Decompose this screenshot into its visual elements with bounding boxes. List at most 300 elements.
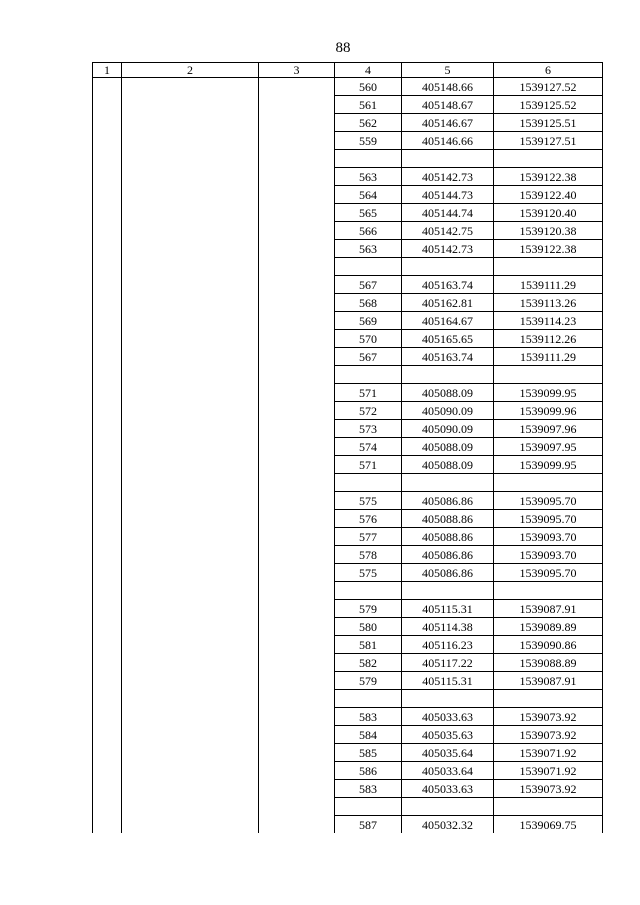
y-coordinate-cell: 1539125.51 [494, 114, 603, 132]
empty-cell [93, 114, 122, 132]
y-coordinate-cell: 1539095.70 [494, 510, 603, 528]
empty-cell [122, 150, 259, 168]
x-coordinate-cell: 405114.38 [402, 618, 494, 636]
empty-cell [93, 312, 122, 330]
empty-cell [259, 528, 335, 546]
empty-cell [122, 222, 259, 240]
header-row [93, 63, 603, 78]
y-coordinate-cell: 1539087.91 [494, 600, 603, 618]
empty-cell [93, 762, 122, 780]
empty-cell [122, 600, 259, 618]
table-row [93, 474, 603, 492]
empty-cell [93, 564, 122, 582]
x-coordinate-cell: 405142.73 [402, 168, 494, 186]
point-number-cell: 563 [335, 168, 402, 186]
empty-cell [93, 240, 122, 258]
empty-cell [259, 438, 335, 456]
empty-cell [93, 816, 122, 834]
point-number-cell: 577 [335, 528, 402, 546]
x-coordinate-cell: 405035.64 [402, 744, 494, 762]
empty-cell [259, 492, 335, 510]
point-number-cell: 567 [335, 348, 402, 366]
empty-cell [93, 168, 122, 186]
table-row [93, 150, 603, 168]
x-coordinate-cell: 405088.09 [402, 438, 494, 456]
empty-cell [122, 492, 259, 510]
empty-cell [122, 780, 259, 798]
y-coordinate-cell: 1539122.40 [494, 186, 603, 204]
empty-cell [259, 150, 335, 168]
empty-cell [259, 708, 335, 726]
table-row [93, 600, 603, 618]
point-number-cell: 571 [335, 384, 402, 402]
y-coordinate-cell [494, 366, 603, 384]
empty-cell [122, 654, 259, 672]
point-number-cell: 561 [335, 96, 402, 114]
y-coordinate-cell: 1539090.86 [494, 636, 603, 654]
empty-cell [259, 384, 335, 402]
x-coordinate-cell: 405146.66 [402, 132, 494, 150]
empty-cell [259, 762, 335, 780]
table-row [93, 330, 603, 348]
empty-cell [93, 744, 122, 762]
empty-cell [259, 672, 335, 690]
x-coordinate-cell: 405144.74 [402, 204, 494, 222]
point-number-cell: 559 [335, 132, 402, 150]
empty-cell [259, 240, 335, 258]
point-number-cell: 565 [335, 204, 402, 222]
y-coordinate-cell: 1539112.26 [494, 330, 603, 348]
empty-cell [93, 384, 122, 402]
empty-cell [259, 618, 335, 636]
table-row [93, 294, 603, 312]
empty-cell [259, 420, 335, 438]
empty-cell [93, 798, 122, 816]
x-coordinate-cell: 405142.75 [402, 222, 494, 240]
table-row [93, 546, 603, 564]
y-coordinate-cell: 1539099.95 [494, 456, 603, 474]
empty-cell [122, 132, 259, 150]
empty-cell [93, 276, 122, 294]
point-number-cell: 576 [335, 510, 402, 528]
point-number-cell: 587 [335, 816, 402, 834]
empty-cell [259, 204, 335, 222]
empty-cell [259, 330, 335, 348]
y-coordinate-cell: 1539099.95 [494, 384, 603, 402]
empty-cell [93, 600, 122, 618]
table-row [93, 744, 603, 762]
table-row [93, 762, 603, 780]
table-row [93, 276, 603, 294]
x-coordinate-cell [402, 258, 494, 276]
table-row [93, 618, 603, 636]
empty-cell [122, 114, 259, 132]
table-row [93, 402, 603, 420]
x-coordinate-cell: 405086.86 [402, 492, 494, 510]
y-coordinate-cell: 1539111.29 [494, 348, 603, 366]
y-coordinate-cell: 1539093.70 [494, 546, 603, 564]
point-number-cell: 569 [335, 312, 402, 330]
empty-cell [93, 510, 122, 528]
table-row [93, 312, 603, 330]
y-coordinate-cell: 1539069.75 [494, 816, 603, 834]
empty-cell [259, 816, 335, 834]
empty-cell [93, 618, 122, 636]
column-header: 1 [93, 63, 122, 78]
column-header: 2 [122, 63, 259, 78]
y-coordinate-cell: 1539120.38 [494, 222, 603, 240]
point-number-cell [335, 150, 402, 168]
y-coordinate-cell: 1539097.95 [494, 438, 603, 456]
x-coordinate-cell [402, 150, 494, 168]
y-coordinate-cell [494, 474, 603, 492]
point-number-cell: 574 [335, 438, 402, 456]
x-coordinate-cell: 405088.86 [402, 528, 494, 546]
point-number-cell [335, 690, 402, 708]
empty-cell [122, 402, 259, 420]
point-number-cell: 575 [335, 564, 402, 582]
y-coordinate-cell: 1539122.38 [494, 240, 603, 258]
x-coordinate-cell: 405116.23 [402, 636, 494, 654]
empty-cell [122, 384, 259, 402]
point-number-cell: 575 [335, 492, 402, 510]
y-coordinate-cell [494, 798, 603, 816]
empty-cell [93, 366, 122, 384]
table-row [93, 492, 603, 510]
table-row [93, 258, 603, 276]
point-number-cell: 563 [335, 240, 402, 258]
x-coordinate-cell: 405163.74 [402, 348, 494, 366]
table-row [93, 186, 603, 204]
empty-cell [122, 762, 259, 780]
empty-cell [122, 276, 259, 294]
y-coordinate-cell: 1539114.23 [494, 312, 603, 330]
y-coordinate-cell: 1539093.70 [494, 528, 603, 546]
x-coordinate-cell [402, 474, 494, 492]
table-row [93, 798, 603, 816]
empty-cell [259, 258, 335, 276]
point-number-cell: 564 [335, 186, 402, 204]
point-number-cell: 583 [335, 780, 402, 798]
empty-cell [259, 96, 335, 114]
x-coordinate-cell: 405088.09 [402, 456, 494, 474]
table-body [93, 78, 603, 834]
empty-cell [259, 294, 335, 312]
x-coordinate-cell: 405117.22 [402, 654, 494, 672]
empty-cell [122, 240, 259, 258]
point-number-cell: 560 [335, 78, 402, 96]
table-row [93, 528, 603, 546]
table-row [93, 690, 603, 708]
table-row [93, 240, 603, 258]
empty-cell [122, 636, 259, 654]
y-coordinate-cell: 1539071.92 [494, 762, 603, 780]
empty-cell [122, 78, 259, 96]
y-coordinate-cell: 1539120.40 [494, 204, 603, 222]
empty-cell [93, 582, 122, 600]
empty-cell [93, 186, 122, 204]
empty-cell [93, 78, 122, 96]
table-row [93, 708, 603, 726]
point-number-cell: 572 [335, 402, 402, 420]
empty-cell [93, 726, 122, 744]
point-number-cell: 573 [335, 420, 402, 438]
empty-cell [93, 150, 122, 168]
y-coordinate-cell: 1539097.96 [494, 420, 603, 438]
table-row [93, 420, 603, 438]
empty-cell [259, 636, 335, 654]
point-number-cell: 586 [335, 762, 402, 780]
point-number-cell: 571 [335, 456, 402, 474]
empty-cell [93, 546, 122, 564]
empty-cell [259, 276, 335, 294]
x-coordinate-cell: 405090.09 [402, 402, 494, 420]
empty-cell [93, 258, 122, 276]
point-number-cell: 582 [335, 654, 402, 672]
empty-cell [122, 798, 259, 816]
empty-cell [259, 456, 335, 474]
table-row [93, 222, 603, 240]
x-coordinate-cell [402, 366, 494, 384]
empty-cell [259, 222, 335, 240]
empty-cell [259, 546, 335, 564]
y-coordinate-cell: 1539073.92 [494, 708, 603, 726]
y-coordinate-cell: 1539087.91 [494, 672, 603, 690]
empty-cell [259, 78, 335, 96]
x-coordinate-cell: 405144.73 [402, 186, 494, 204]
x-coordinate-cell: 405115.31 [402, 600, 494, 618]
empty-cell [93, 708, 122, 726]
empty-cell [93, 420, 122, 438]
point-number-cell: 584 [335, 726, 402, 744]
empty-cell [122, 672, 259, 690]
point-number-cell: 579 [335, 600, 402, 618]
y-coordinate-cell: 1539127.52 [494, 78, 603, 96]
empty-cell [122, 330, 259, 348]
point-number-cell: 566 [335, 222, 402, 240]
point-number-cell: 580 [335, 618, 402, 636]
point-number-cell: 578 [335, 546, 402, 564]
x-coordinate-cell: 405033.64 [402, 762, 494, 780]
y-coordinate-cell: 1539073.92 [494, 726, 603, 744]
point-number-cell [335, 474, 402, 492]
empty-cell [259, 582, 335, 600]
table-row [93, 132, 603, 150]
table-row [93, 510, 603, 528]
point-number-cell: 568 [335, 294, 402, 312]
column-header: 3 [259, 63, 335, 78]
empty-cell [122, 690, 259, 708]
x-coordinate-cell: 405086.86 [402, 564, 494, 582]
empty-cell [122, 528, 259, 546]
empty-cell [122, 96, 259, 114]
point-number-cell: 567 [335, 276, 402, 294]
x-coordinate-cell: 405165.65 [402, 330, 494, 348]
y-coordinate-cell [494, 690, 603, 708]
x-coordinate-cell: 405163.74 [402, 276, 494, 294]
y-coordinate-cell: 1539071.92 [494, 744, 603, 762]
y-coordinate-cell [494, 582, 603, 600]
coordinates-table [92, 62, 603, 833]
empty-cell [93, 636, 122, 654]
column-header: 4 [335, 63, 402, 78]
empty-cell [93, 456, 122, 474]
empty-cell [259, 600, 335, 618]
empty-cell [122, 186, 259, 204]
x-coordinate-cell: 405115.31 [402, 672, 494, 690]
table-row [93, 438, 603, 456]
point-number-cell: 562 [335, 114, 402, 132]
point-number-cell: 581 [335, 636, 402, 654]
x-coordinate-cell: 405162.81 [402, 294, 494, 312]
empty-cell [122, 438, 259, 456]
table-row [93, 672, 603, 690]
empty-cell [122, 456, 259, 474]
table-row [93, 384, 603, 402]
table-row [93, 636, 603, 654]
x-coordinate-cell: 405164.67 [402, 312, 494, 330]
x-coordinate-cell [402, 798, 494, 816]
x-coordinate-cell: 405146.67 [402, 114, 494, 132]
y-coordinate-cell: 1539122.38 [494, 168, 603, 186]
empty-cell [122, 564, 259, 582]
page-number: 88 [335, 40, 351, 56]
table-row [93, 456, 603, 474]
empty-cell [93, 294, 122, 312]
y-coordinate-cell: 1539095.70 [494, 492, 603, 510]
point-number-cell [335, 798, 402, 816]
y-coordinate-cell [494, 150, 603, 168]
x-coordinate-cell: 405033.63 [402, 708, 494, 726]
point-number-cell: 579 [335, 672, 402, 690]
empty-cell [93, 204, 122, 222]
empty-cell [122, 348, 259, 366]
empty-cell [122, 816, 259, 834]
empty-cell [259, 348, 335, 366]
empty-cell [259, 654, 335, 672]
empty-cell [259, 402, 335, 420]
y-coordinate-cell: 1539125.52 [494, 96, 603, 114]
empty-cell [122, 726, 259, 744]
y-coordinate-cell: 1539111.29 [494, 276, 603, 294]
empty-cell [122, 294, 259, 312]
table-row [93, 816, 603, 834]
x-coordinate-cell: 405142.73 [402, 240, 494, 258]
empty-cell [259, 798, 335, 816]
empty-cell [122, 618, 259, 636]
point-number-cell: 583 [335, 708, 402, 726]
point-number-cell: 585 [335, 744, 402, 762]
empty-cell [93, 672, 122, 690]
x-coordinate-cell: 405088.86 [402, 510, 494, 528]
x-coordinate-cell: 405033.63 [402, 780, 494, 798]
empty-cell [259, 780, 335, 798]
empty-cell [93, 402, 122, 420]
empty-cell [259, 114, 335, 132]
empty-cell [122, 744, 259, 762]
empty-cell [259, 366, 335, 384]
empty-cell [93, 132, 122, 150]
table-row [93, 654, 603, 672]
empty-cell [93, 348, 122, 366]
point-number-cell: 570 [335, 330, 402, 348]
empty-cell [259, 564, 335, 582]
table-row [93, 78, 603, 96]
empty-cell [122, 546, 259, 564]
empty-cell [122, 204, 259, 222]
empty-cell [122, 168, 259, 186]
point-number-cell [335, 258, 402, 276]
empty-cell [122, 510, 259, 528]
empty-cell [93, 222, 122, 240]
empty-cell [122, 474, 259, 492]
x-coordinate-cell: 405148.66 [402, 78, 494, 96]
y-coordinate-cell: 1539113.26 [494, 294, 603, 312]
x-coordinate-cell: 405088.09 [402, 384, 494, 402]
empty-cell [259, 186, 335, 204]
empty-cell [259, 474, 335, 492]
empty-cell [259, 132, 335, 150]
empty-cell [122, 366, 259, 384]
empty-cell [93, 528, 122, 546]
column-header: 5 [402, 63, 494, 78]
empty-cell [259, 690, 335, 708]
point-number-cell [335, 366, 402, 384]
empty-cell [259, 168, 335, 186]
table-row [93, 366, 603, 384]
empty-cell [259, 726, 335, 744]
empty-cell [93, 474, 122, 492]
table-row [93, 204, 603, 222]
empty-cell [93, 780, 122, 798]
x-coordinate-cell: 405035.63 [402, 726, 494, 744]
table-row [93, 582, 603, 600]
empty-cell [122, 312, 259, 330]
table-row [93, 348, 603, 366]
y-coordinate-cell: 1539073.92 [494, 780, 603, 798]
empty-cell [259, 744, 335, 762]
empty-cell [93, 654, 122, 672]
x-coordinate-cell: 405148.67 [402, 96, 494, 114]
x-coordinate-cell: 405090.09 [402, 420, 494, 438]
x-coordinate-cell [402, 582, 494, 600]
point-number-cell [335, 582, 402, 600]
y-coordinate-cell: 1539095.70 [494, 564, 603, 582]
y-coordinate-cell [494, 258, 603, 276]
table-row [93, 564, 603, 582]
empty-cell [122, 582, 259, 600]
y-coordinate-cell: 1539089.89 [494, 618, 603, 636]
empty-cell [122, 258, 259, 276]
x-coordinate-cell [402, 690, 494, 708]
empty-cell [93, 492, 122, 510]
empty-cell [122, 420, 259, 438]
table-row [93, 726, 603, 744]
empty-cell [93, 690, 122, 708]
table-row [93, 168, 603, 186]
y-coordinate-cell: 1539099.96 [494, 402, 603, 420]
table-row [93, 114, 603, 132]
empty-cell [259, 312, 335, 330]
table-row [93, 96, 603, 114]
empty-cell [93, 330, 122, 348]
empty-cell [93, 96, 122, 114]
x-coordinate-cell: 405086.86 [402, 546, 494, 564]
table-row [93, 780, 603, 798]
x-coordinate-cell: 405032.32 [402, 816, 494, 834]
y-coordinate-cell: 1539127.51 [494, 132, 603, 150]
y-coordinate-cell: 1539088.89 [494, 654, 603, 672]
